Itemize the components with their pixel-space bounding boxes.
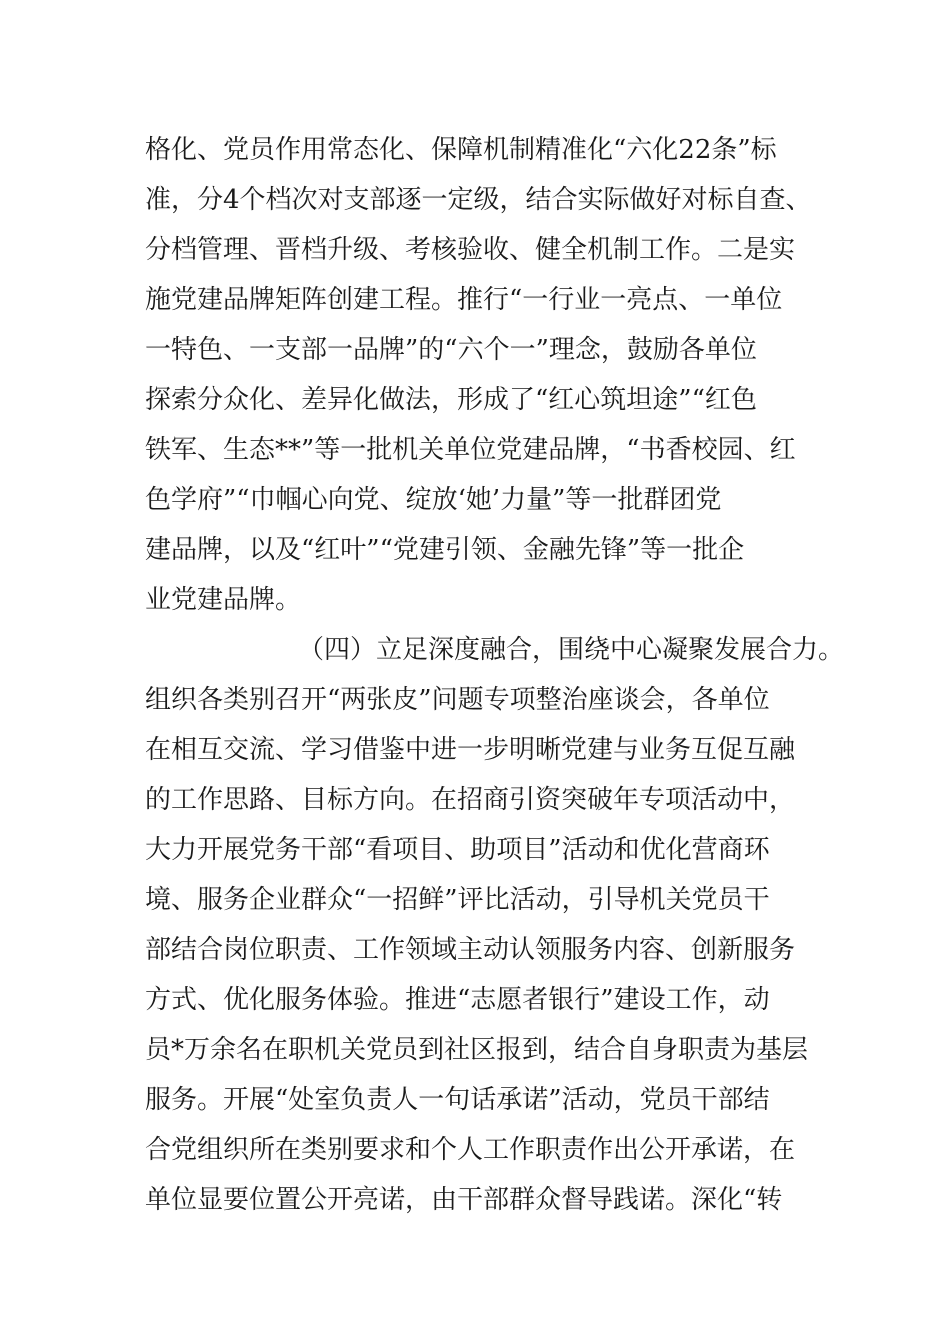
paragraph-line: 分档管理、晋档升级、考核验收、健全机制工作。二是实 <box>145 235 796 265</box>
paragraph-line: 部结合岗位职责、工作领域主动认领服务内容、创新服务 <box>145 935 796 965</box>
paragraph-line: 大力开展党务干部“看项目、助项目”活动和优化营商环 <box>145 835 770 865</box>
paragraph-line: 合党组织所在类别要求和个人工作职责作出公开承诺，在 <box>145 1135 796 1165</box>
paragraph-line: 境、服务企业群众“一招鲜”评比活动，引导机关党员干 <box>145 885 770 915</box>
paragraph-line: 在相互交流、学习借鉴中进一步明晰党建与业务互促互融 <box>145 735 796 765</box>
paragraph-line: 施党建品牌矩阵创建工程。推行“一行业一亮点、一单位 <box>145 285 783 315</box>
paragraph-line: 准，分4个档次对支部逐一定级，结合实际做好对标自查、 <box>145 185 812 215</box>
paragraph-line: 铁军、生态**”等一批机关单位党建品牌，“书香校园、红 <box>145 435 796 465</box>
paragraph-line: 组织各类别召开“两张皮”问题专项整治座谈会，各单位 <box>145 685 770 715</box>
section-heading: （四）立足深度融合，围绕中心凝聚发展合力。 <box>298 635 845 665</box>
paragraph-line: 员*万余名在职机关党员到社区报到，结合自身职责为基层 <box>145 1035 809 1065</box>
paragraph-line: 业党建品牌。 <box>145 585 302 615</box>
paragraph-line: 的工作思路、目标方向。在招商引资突破年专项活动中， <box>145 785 796 815</box>
paragraph-line: 一特色、一支部一品牌”的“六个一”理念，鼓励各单位 <box>145 335 757 365</box>
paragraph-line: 单位显要位置公开亮诺，由干部群众督导践诺。深化“转 <box>145 1185 783 1215</box>
paragraph-line: 方式、优化服务体验。推进“志愿者银行”建设工作，动 <box>145 985 770 1015</box>
paragraph-line: 探索分众化、差异化做法，形成了“红心筑坦途”“红色 <box>145 385 757 415</box>
paragraph-line: 色学府”“巾帼心向党、绽放‘她’力量”等一批群团党 <box>145 485 722 515</box>
paragraph-line: 格化、党员作用常态化、保障机制精准化“六化22条”标 <box>145 135 777 165</box>
paragraph-line: 服务。开展“处室负责人一句话承诺”活动，党员干部结 <box>145 1085 770 1115</box>
paragraph-line: 建品牌，以及“红叶”“党建引领、金融先锋”等一批企 <box>145 535 745 565</box>
